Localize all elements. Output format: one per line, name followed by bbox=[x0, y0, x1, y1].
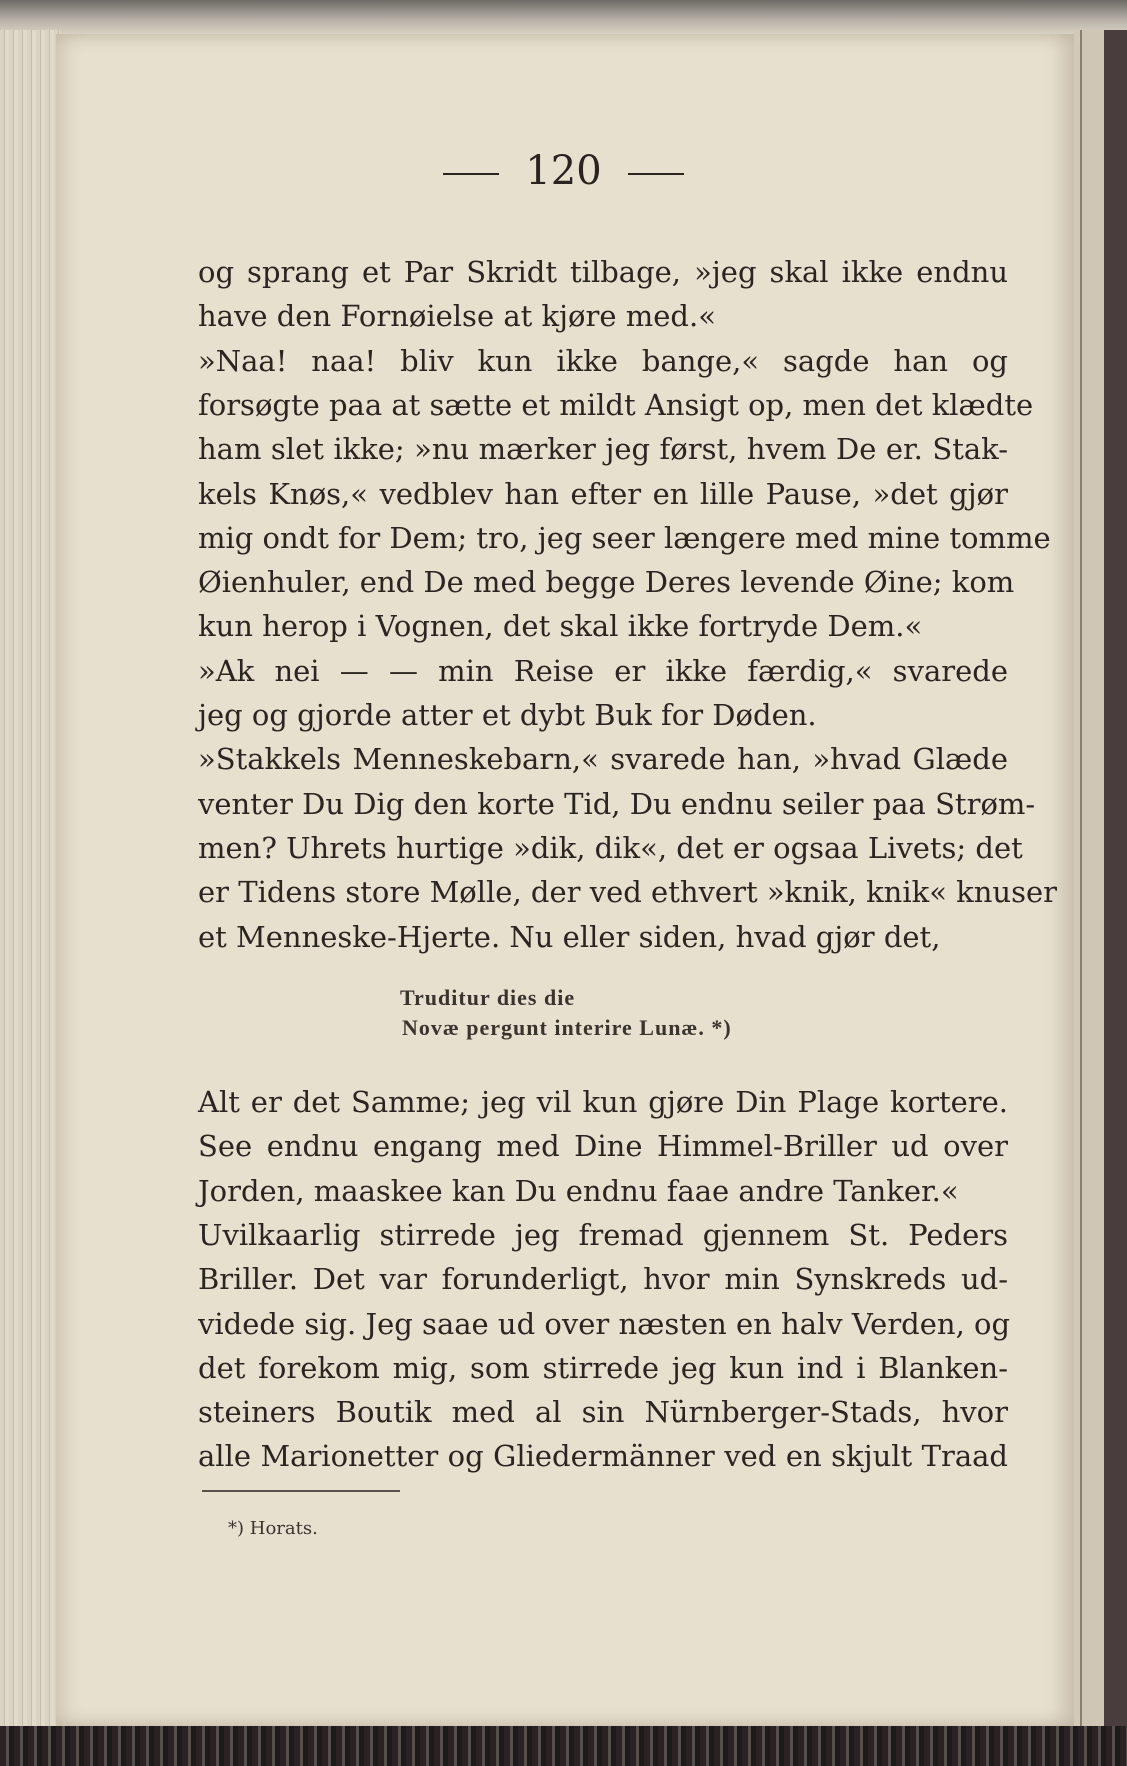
latin-quote-line-1: Truditur dies die bbox=[400, 985, 576, 1010]
text-line: Briller. Det var forunderligt, hvor min Synskreds ud- bbox=[198, 1262, 1008, 1297]
text-line: kun herop i Vognen, det skal ikke fortryde Dem.« bbox=[198, 609, 923, 644]
latin-quote-line-2: Novæ pergunt interire Lunæ. *) bbox=[402, 1015, 732, 1040]
text-line: alle Marionetter og Gliedermänner ved en skjult Traad bbox=[198, 1439, 1008, 1474]
text-line: ham slet ikke; »nu mærker jeg først, hvem De er. Stak- bbox=[198, 432, 1008, 467]
text-line: jeg og gjorde atter et dybt Buk for Døden. bbox=[198, 698, 817, 732]
page-header bbox=[0, 148, 1127, 194]
text-line: men? Uhrets hurtige »dik, dik«, det er ogsaa Livets; det bbox=[198, 830, 1023, 865]
text-line: Uvilkaarlig stirrede jeg fremad gjennem St. Peders bbox=[198, 1217, 1008, 1252]
book-right-edge bbox=[1074, 30, 1127, 1730]
text-line: mig ondt for Dem; tro, jeg seer længere med mine tomme bbox=[198, 520, 1051, 555]
text-line: See endnu engang med Dine Himmel-Briller ud over bbox=[198, 1129, 1008, 1164]
text-line: »Naa! naa! bliv kun ikke bange,« sagde han og bbox=[198, 343, 1008, 378]
text-line: Jorden, maaskee kan Du endnu faae andre Tanker.« bbox=[198, 1173, 959, 1208]
text-line: kels Knøs,« vedblev han efter en lille Pause, »det gjør bbox=[198, 476, 1008, 511]
text-line: steiners Boutik med al sin Nürnberger-Stads, hvor bbox=[198, 1395, 1008, 1430]
text-line: videde sig. Jeg saae ud over næsten en halv Verden, og bbox=[198, 1306, 1011, 1341]
book-left-page-edges bbox=[0, 30, 60, 1730]
text-line: og sprang et Par Skridt tilbage, »jeg skal ikke endnu bbox=[198, 255, 1008, 289]
text-line: Øienhuler, end De med begge Deres levende Øine; kom bbox=[198, 565, 1015, 600]
footnote-rule bbox=[202, 1490, 400, 1492]
text-line: er Tidens store Mølle, der ved ethvert »knik, knik« knuser bbox=[198, 875, 1057, 910]
book-bottom-edge bbox=[0, 1726, 1127, 1766]
book-top-edge bbox=[0, 0, 1127, 34]
text-line: Alt er det Samme; jeg vil kun gjøre Din Plage kortere. bbox=[198, 1085, 1008, 1119]
text-line: have den Fornøielse at kjøre med.« bbox=[198, 299, 716, 334]
header-dash-left bbox=[443, 173, 499, 175]
text-line: forsøgte paa at sætte et mildt Ansigt op, men det klædte bbox=[198, 387, 1034, 422]
text-line: venter Du Dig den korte Tid, Du endnu seiler paa Strøm- bbox=[198, 786, 1036, 821]
text-line: det forekom mig, som stirrede jeg kun ind i Blanken- bbox=[198, 1350, 1008, 1385]
header-dash-right bbox=[628, 173, 684, 175]
text-line: »Ak nei — — min Reise er ikke færdig,« svarede bbox=[198, 653, 1008, 688]
page-number: 120 bbox=[525, 148, 602, 194]
footnote: *) Horats. bbox=[228, 1518, 318, 1539]
text-line: et Menneske-Hjerte. Nu eller siden, hvad gjør det, bbox=[198, 919, 941, 954]
text-line: »Stakkels Menneskebarn,« svarede han, »hvad Glæde bbox=[198, 742, 1008, 777]
